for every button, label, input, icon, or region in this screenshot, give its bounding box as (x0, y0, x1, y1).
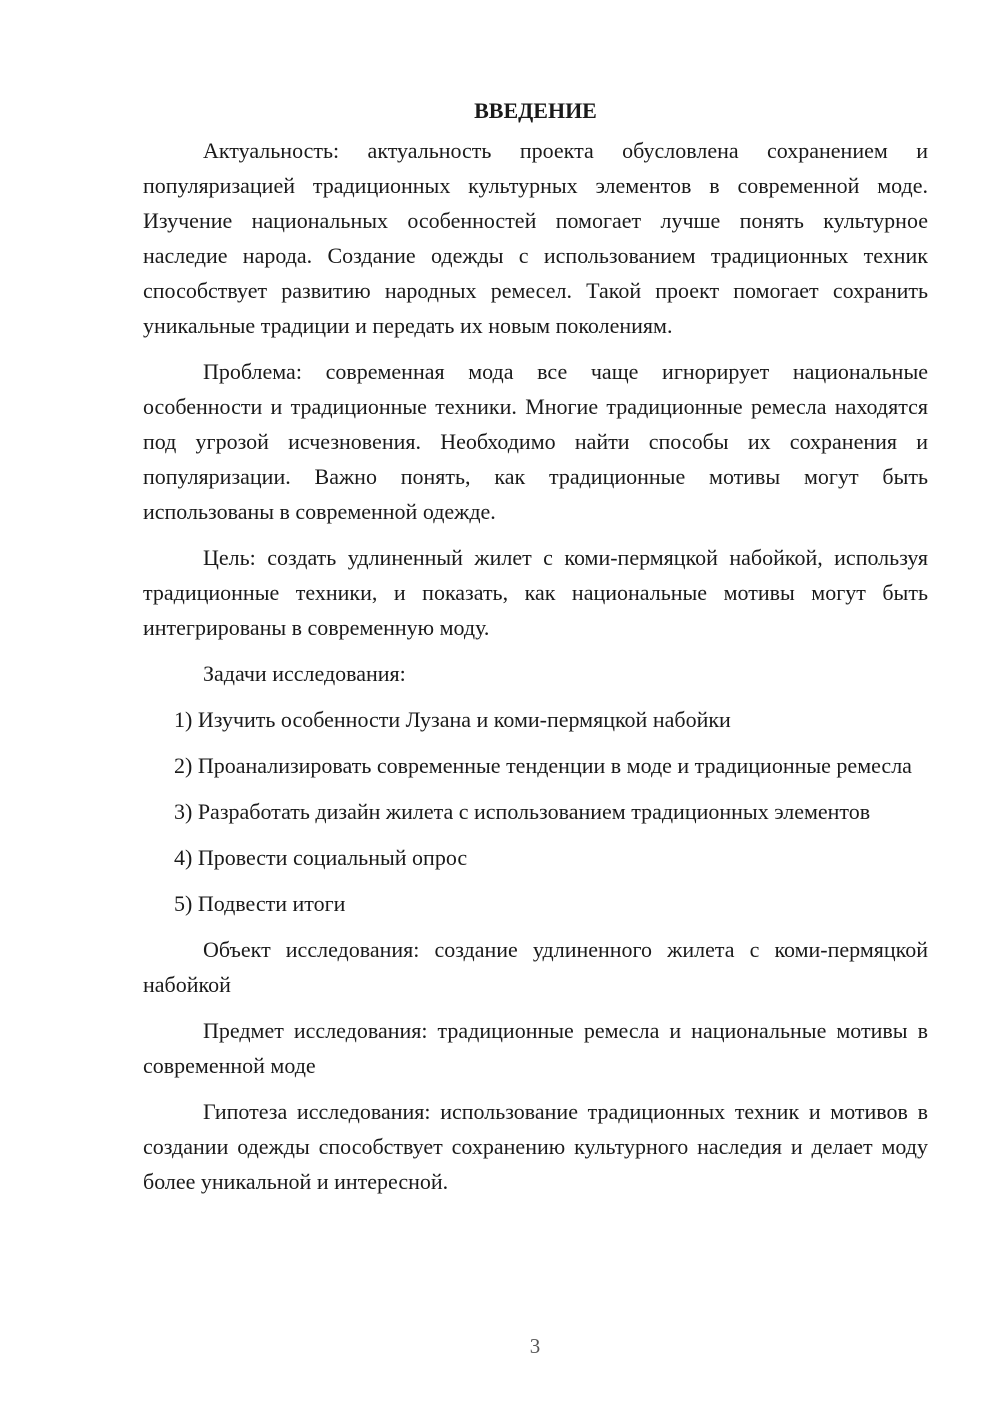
task-item-5: 5) Подвести итоги (174, 891, 346, 916)
goal-paragraph: Цель: создать удлиненный жилет с коми-пермяцкой набойкой, используя традиционные техники, и показать, как национальные мотивы могут быть интегрированы в современную моду. (143, 545, 928, 640)
task-item-3: 3) Разработать дизайн жилета с использованием традиционных элементов (174, 799, 871, 824)
task-item-1: 1) Изучить особенности Лузана и коми-пермяцкой набойки (174, 707, 731, 732)
problem-paragraph: Проблема: современная мода все чаще игнорирует национальные особенности и традиционные техники. Многие традиционные ремесла находятся под угрозой исчезновения. Необходимо найти способы их сохранения и популяризации. Важно понять, как традиционные мотивы могут быть использованы в современной одежде. (143, 359, 928, 524)
page-number: 3 (529, 1334, 541, 1358)
task-item-2: 2) Проанализировать современные тенденции в моде и традиционные ремесла (174, 753, 912, 778)
tasks-heading: Задачи исследования: (203, 661, 406, 686)
relevance-paragraph: Актуальность: актуальность проекта обусловлена сохранением и популяризацией традиционных культурных элементов в современной моде. Изучение национальных особенностей помогает лучше понять культурное наследие народа. Создание одежды с использованием традиционных техник способствует развитию народных ремесел. Такой проект помогает сохранить уникальные традиции и передать их новым поколениям. (143, 138, 928, 338)
section-title: ВВЕДЕНИЕ (474, 98, 597, 123)
subject-paragraph: Предмет исследования: традиционные ремесла и национальные мотивы в современной моде (143, 1018, 928, 1078)
object-paragraph: Объект исследования: создание удлиненного жилета с коми-пермяцкой набойкой (143, 937, 928, 997)
document-page (143, 96, 928, 1210)
hypothesis-paragraph: Гипотеза исследования: использование традиционных техник и мотивов в создании одежды способствует сохранению культурного наследия и делает моду более уникальной и интересной. (143, 1099, 928, 1194)
task-item-4: 4) Провести социальный опрос (174, 845, 468, 870)
